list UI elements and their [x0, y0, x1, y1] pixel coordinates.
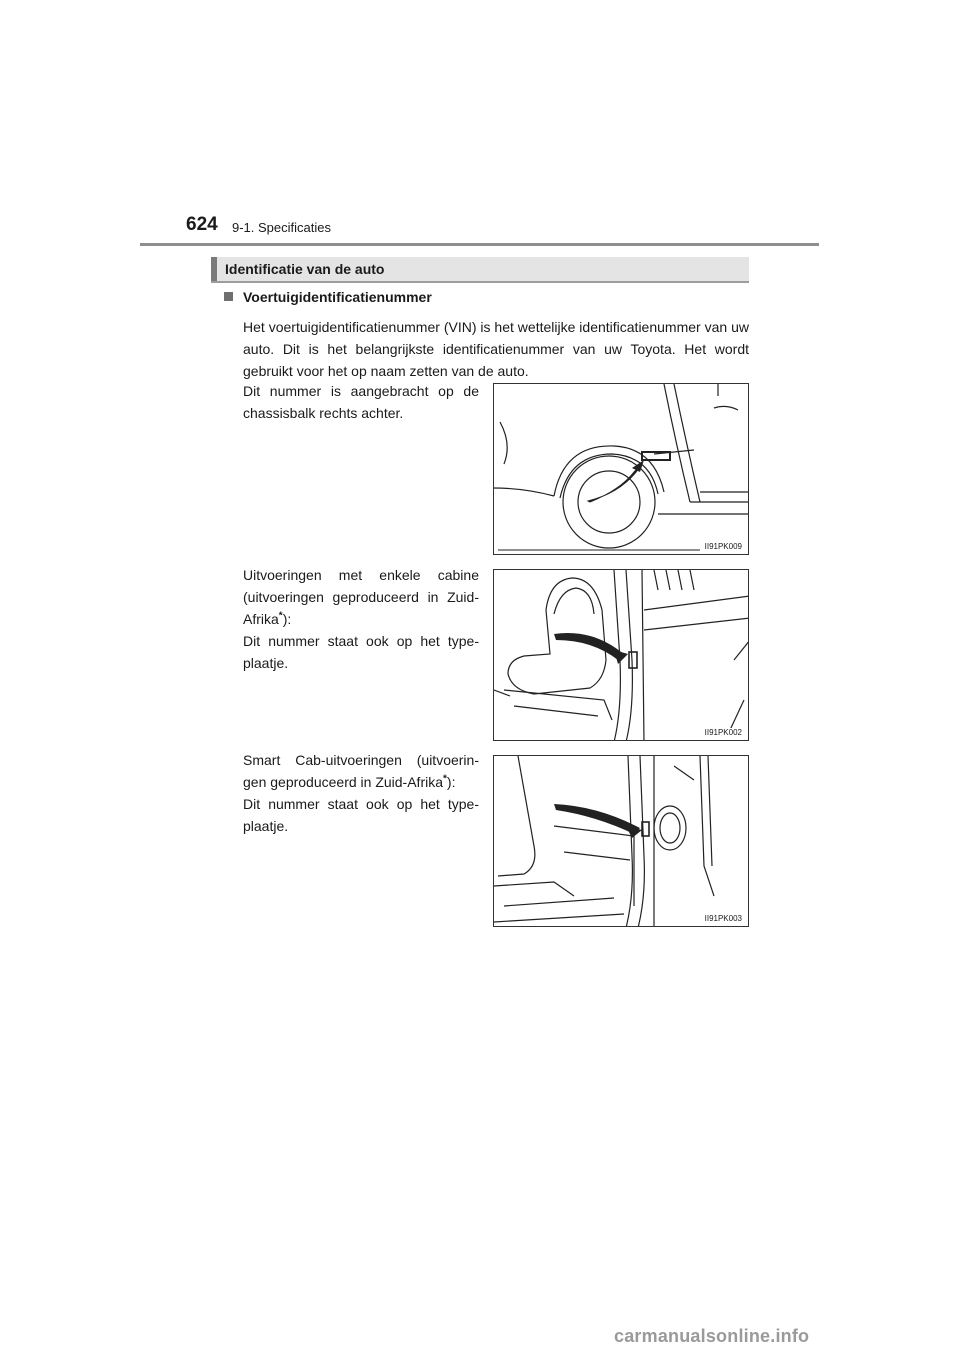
figure-smart-cab-door: [493, 755, 749, 927]
item-2-note: Dit nummer staat ook op het type-plaatje.: [243, 633, 479, 671]
section-title: Identificatie van de auto: [225, 261, 385, 277]
figure-code: II91PK003: [704, 914, 742, 923]
item-1-description: Dit nummer is aangebracht op de chassisbalk rechts achter.: [243, 383, 479, 421]
square-bullet-icon: [224, 292, 233, 301]
subheading-text: Voertuigidentificatienummer: [243, 289, 432, 305]
asterisk-footnote-mark: *: [443, 773, 447, 785]
section-title-bar: [211, 257, 749, 283]
figure-rear-chassis: [493, 383, 749, 555]
intro-paragraph: Het voertuigidentificatienummer (VIN) is het wettelijke identificatienummer van uw auto. Dit is het belangrijkste identificatienummer van uw Toyota. Het wordt gebruikt voor het op naam zetten van de auto.: [243, 319, 749, 379]
item-3-description: [243, 749, 479, 837]
asterisk-footnote-mark: *: [278, 610, 283, 622]
section-reference: 9-1. Specificaties: [232, 220, 331, 235]
watermark: carmanualsonline.info: [614, 1326, 810, 1346]
item-2-description: [243, 564, 479, 674]
item-3-text-end: ):: [446, 774, 456, 790]
single-cab-seat-illustration: [494, 570, 749, 741]
smart-cab-seat-illustration: [494, 756, 749, 927]
rear-wheel-illustration: [494, 384, 749, 555]
figure-code: II91PK002: [704, 728, 742, 737]
section-bar-accent: [211, 257, 217, 281]
item-3-text: Smart Cab-uitvoeringen (uitvoerin-gen geproduceerd in Zuid-Afrika: [243, 752, 479, 790]
page-number: 624: [186, 214, 218, 235]
figure-code: II91PK009: [704, 542, 742, 551]
item-2-text-end: ):: [282, 611, 292, 627]
item-2-text: Uitvoeringen met enkele cabine (uitvoeringen geproduceerd in Zuid-Afrika: [243, 567, 479, 627]
figure-single-cab-door: [493, 569, 749, 741]
header-divider: [140, 243, 819, 246]
item-3-note: Dit nummer staat ook op het type-plaatje.: [243, 796, 479, 834]
